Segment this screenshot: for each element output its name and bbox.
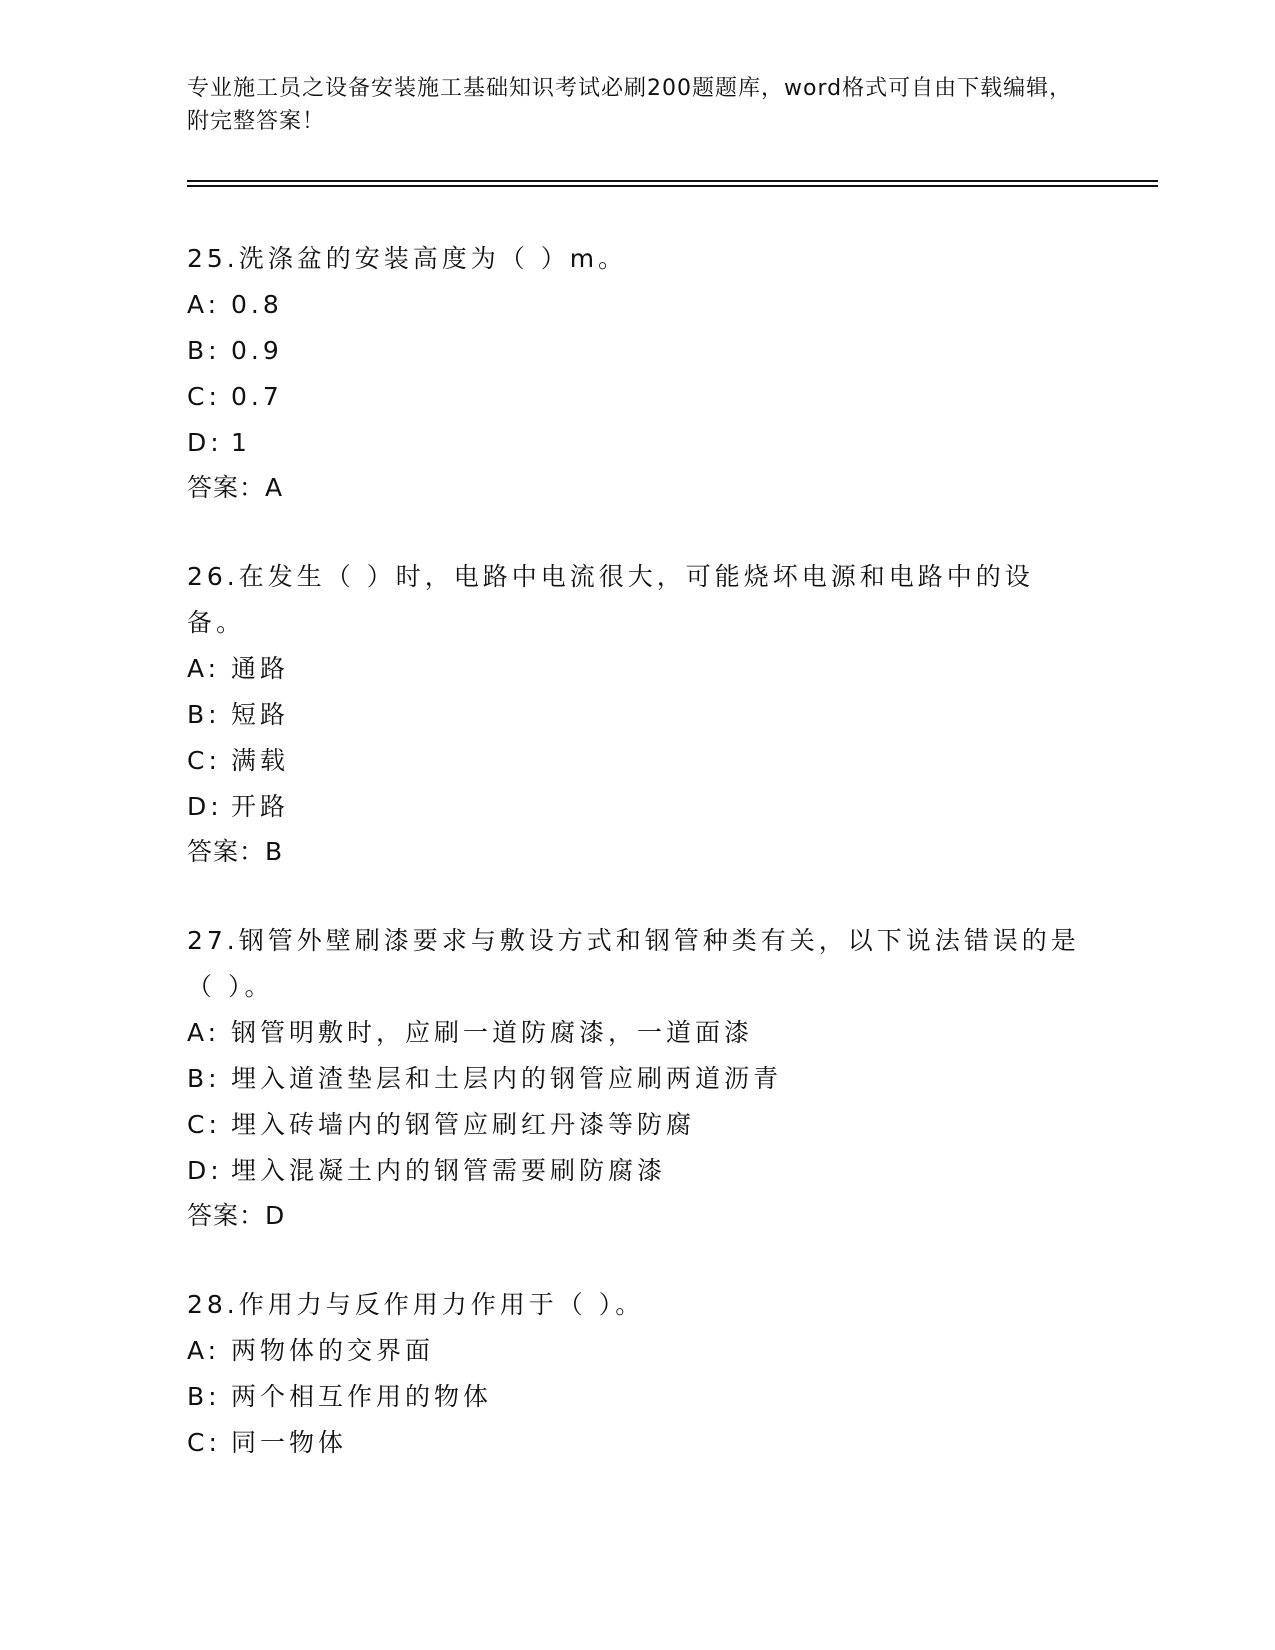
option-text: 同一物体 [231,1428,348,1457]
option-text: 开路 [231,792,290,821]
option-key: C: [187,382,221,411]
option-d [187,784,1087,830]
question-stem: 25.洗涤盆的安装高度为（ ）m。 [187,244,628,273]
option-key: B: [187,1382,221,1411]
option-key: C: [187,1428,221,1457]
answer-line: 答案：A [187,473,284,502]
option-a [187,646,1087,692]
question-stem: 28.作用力与反作用力作用于（ ）。 [187,1290,645,1319]
option-key: D: [187,428,223,457]
option-key: D: [187,792,223,821]
option-text: 钢管明敷时，应刷一道防腐漆，一道面漆 [231,1018,754,1047]
option-key: B: [187,336,221,365]
question-27 [187,918,1087,1238]
option-d [187,1148,1087,1194]
question-25 [187,236,1087,510]
answer-line: 答案：D [187,1201,286,1230]
option-b [187,1374,1087,1420]
header-divider-top [187,180,1158,182]
option-text: 通路 [231,654,290,683]
option-c [187,1102,1087,1148]
answer-line: 答案：B [187,837,284,866]
option-text: 1 [231,428,251,457]
option-c [187,738,1087,784]
option-key: B: [187,700,221,729]
option-text: 短路 [231,700,290,729]
option-text: 埋入混凝土内的钢管需要刷防腐漆 [231,1156,667,1185]
option-a [187,1010,1087,1056]
option-key: D: [187,1156,223,1185]
option-b [187,692,1087,738]
option-key: A: [187,1336,221,1365]
option-key: C: [187,746,221,775]
option-a [187,282,1087,328]
question-list [187,236,1087,1510]
option-c [187,374,1087,420]
option-text: 满载 [231,746,290,775]
question-26 [187,554,1087,874]
document-header: 专业施工员之设备安装施工基础知识考试必刷200题题库，word格式可自由下载编辑，附完整答案！ [187,76,1073,134]
question-stem: 27.钢管外壁刷漆要求与敷设方式和钢管种类有关，以下说法错误的是（ ）。 [187,926,1080,1001]
option-c [187,1420,1087,1466]
option-key: C: [187,1110,221,1139]
option-text: 0.7 [231,382,283,411]
header-divider-bottom [187,185,1158,187]
option-key: A: [187,1018,221,1047]
option-b [187,328,1087,374]
option-text: 两个相互作用的物体 [231,1382,493,1411]
option-d [187,420,1087,466]
option-a [187,1328,1087,1374]
option-text: 0.8 [231,290,283,319]
option-text: 两物体的交界面 [231,1336,435,1365]
question-stem: 26.在发生（ ）时，电路中电流很大，可能烧坏电源和电路中的设备。 [187,562,1034,637]
option-text: 埋入道渣垫层和土层内的钢管应刷两道沥青 [231,1064,783,1093]
question-28 [187,1282,1087,1466]
option-b [187,1056,1087,1102]
option-key: A: [187,290,221,319]
option-key: B: [187,1064,221,1093]
option-text: 0.9 [231,336,283,365]
option-key: A: [187,654,221,683]
option-text: 埋入砖墙内的钢管应刷红丹漆等防腐 [231,1110,696,1139]
